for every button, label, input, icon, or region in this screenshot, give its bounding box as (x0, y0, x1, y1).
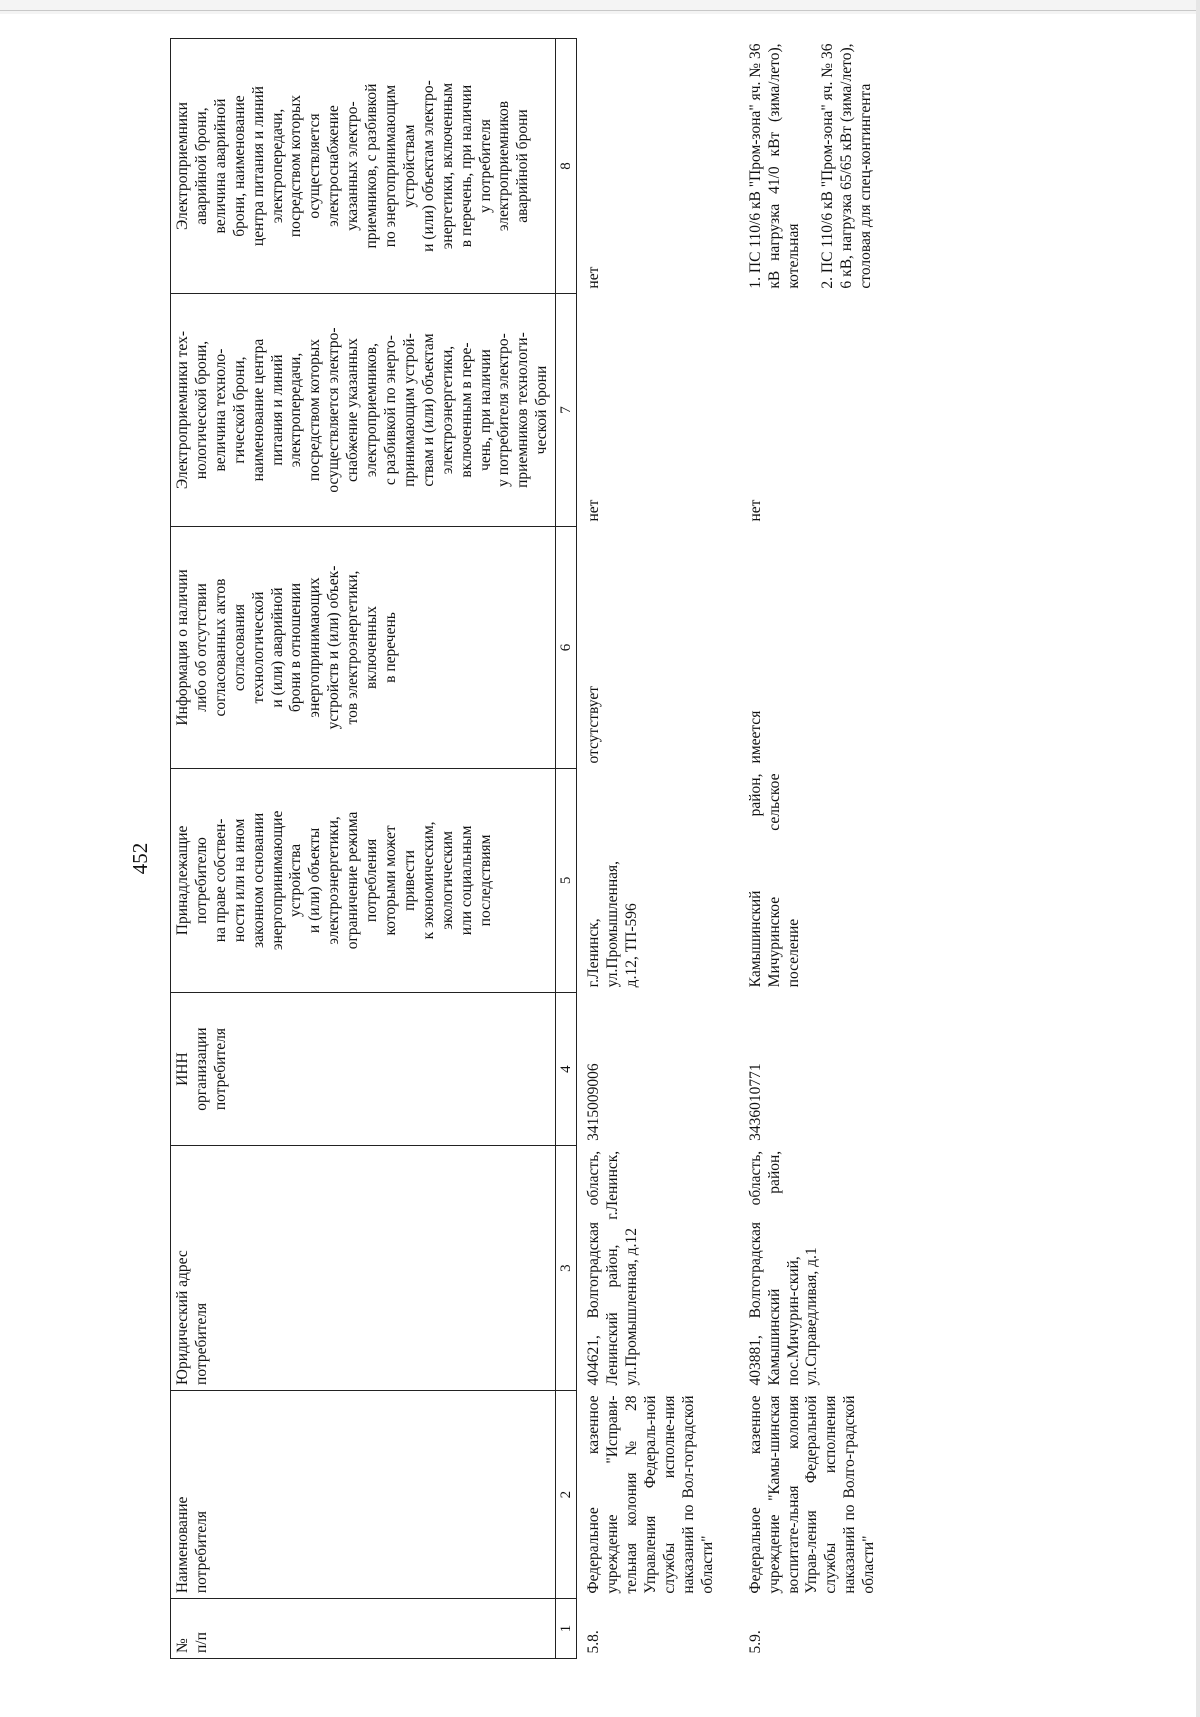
consumer-address: 403881, Волгоградская область, Камышинский район, пос.Мичурин-ский, ул.Справедливая, д.1 (746, 1150, 821, 1386)
column-number-row (556, 39, 577, 1659)
table-row (721, 39, 895, 1659)
header-cell-acts: Информация о наличии либо об отсутствии согласованных актов согласования технологической и (или) аварийной брони в отношении энергопринимающих устройств и (или) объек- тов электроэнергетики, включенных в перечень (171, 527, 556, 769)
row-number: 5.9. (746, 1630, 764, 1654)
column-number: 2 (556, 1390, 577, 1598)
consumer-name: Федеральное казенное учреждение "Камы-шинская воспитате-льная колония Управ-ления Федеральной службы исполнения наказаний по Волго-градской области" (746, 1395, 878, 1594)
column-number: 6 (556, 527, 577, 769)
consumer-name: Федеральное казенное учреждение "Исправи-тельная колония № 28 Управления Федераль-ной службы исполне-ния наказаний по Вол-гоградской области" (585, 1395, 716, 1594)
column-number: 4 (556, 992, 577, 1146)
header-row (171, 39, 556, 1659)
emergency-reserve-item: нет (585, 266, 603, 289)
header-cell-num: № п/п (171, 1599, 556, 1659)
emergency-reserve-item: 2. ПС 110/6 кВ "Пром-зона" яч. № 36 6 кВ, нагрузка 65/65 кВт (зима/лето), столовая для спец-контингента (819, 43, 875, 289)
header-cell-inn: ИНН организации потребителя (171, 992, 556, 1146)
consumer-inn: 3415009006 (585, 1063, 603, 1141)
header-cell-tech-reserve: Электроприемники тех- нологической брони, величина техноло- гической брони, наименование центра питания и линий электропередачи, посредством которых осуществляется электро- снабжение указанных электроприемников, с разбивкой по энерго- принимающим устрой- ствам и (или) объектам электроэнергетики, включенным в пере- чень, при наличии у потребителя электро- приемников технологи- ческой брони (171, 294, 556, 527)
reserve-acts: отсутствует (585, 685, 603, 764)
emergency-reserve-item: 1. ПС 110/6 кВ "Пром-зона" яч. № 36 кВ нагрузка 41/0 кВт (зима/лето), котельная (746, 43, 802, 289)
header-cell-address: Юридический адрес потребителя (171, 1146, 556, 1391)
page-number: 452 (128, 842, 152, 875)
table-row (577, 39, 721, 1659)
column-number: 1 (556, 1599, 577, 1659)
column-number: 3 (556, 1146, 577, 1391)
row-number: 5.8. (585, 1630, 603, 1654)
header-cell-devices: Принадлежащие потребителю на праве собствен- ности или на ином законном основании энергопринимающие устройства и (или) объекты электроэнергетики, ограничение режима потребления которыми может привести к экономическим, экологическим или социальным последствиям (171, 769, 556, 993)
column-number: 5 (556, 769, 577, 993)
consumer-devices: г.Ленинск, ул.Промышленная, д.12, ТП-596 (585, 860, 641, 988)
header-cell-emergency-reserve: Электроприемники аварийной брони, величина аварийной брони, наименование центра питания и линий электропередачи, посредством которых осуществляется электроснабжение указанных электро- приемников, с разбивкой по энергопринимающим устройствам и (или) объектам электро- энергетики, включенным в перечень, при наличии у потребителя электроприемников аварийной брони (171, 39, 556, 294)
column-number: 7 (556, 294, 577, 527)
header-cell-name: Наименование потребителя (171, 1390, 556, 1598)
emergency-reserve (577, 39, 721, 294)
reserve-acts: имеется (746, 710, 764, 764)
consumer-devices: Камышинский район, Мичуринское сельское поселение (746, 773, 802, 988)
consumer-inn: 3436010771 (746, 1063, 764, 1141)
emergency-reserve (721, 39, 895, 294)
consumer-address: 404621, Волгоградская область, Ленинский район, г.Ленинск, ул.Промышленная, д.12 (585, 1150, 641, 1386)
consumers-table (170, 38, 895, 1659)
column-number: 8 (556, 39, 577, 294)
tech-reserve: нет (585, 499, 603, 522)
tech-reserve: нет (746, 499, 764, 522)
